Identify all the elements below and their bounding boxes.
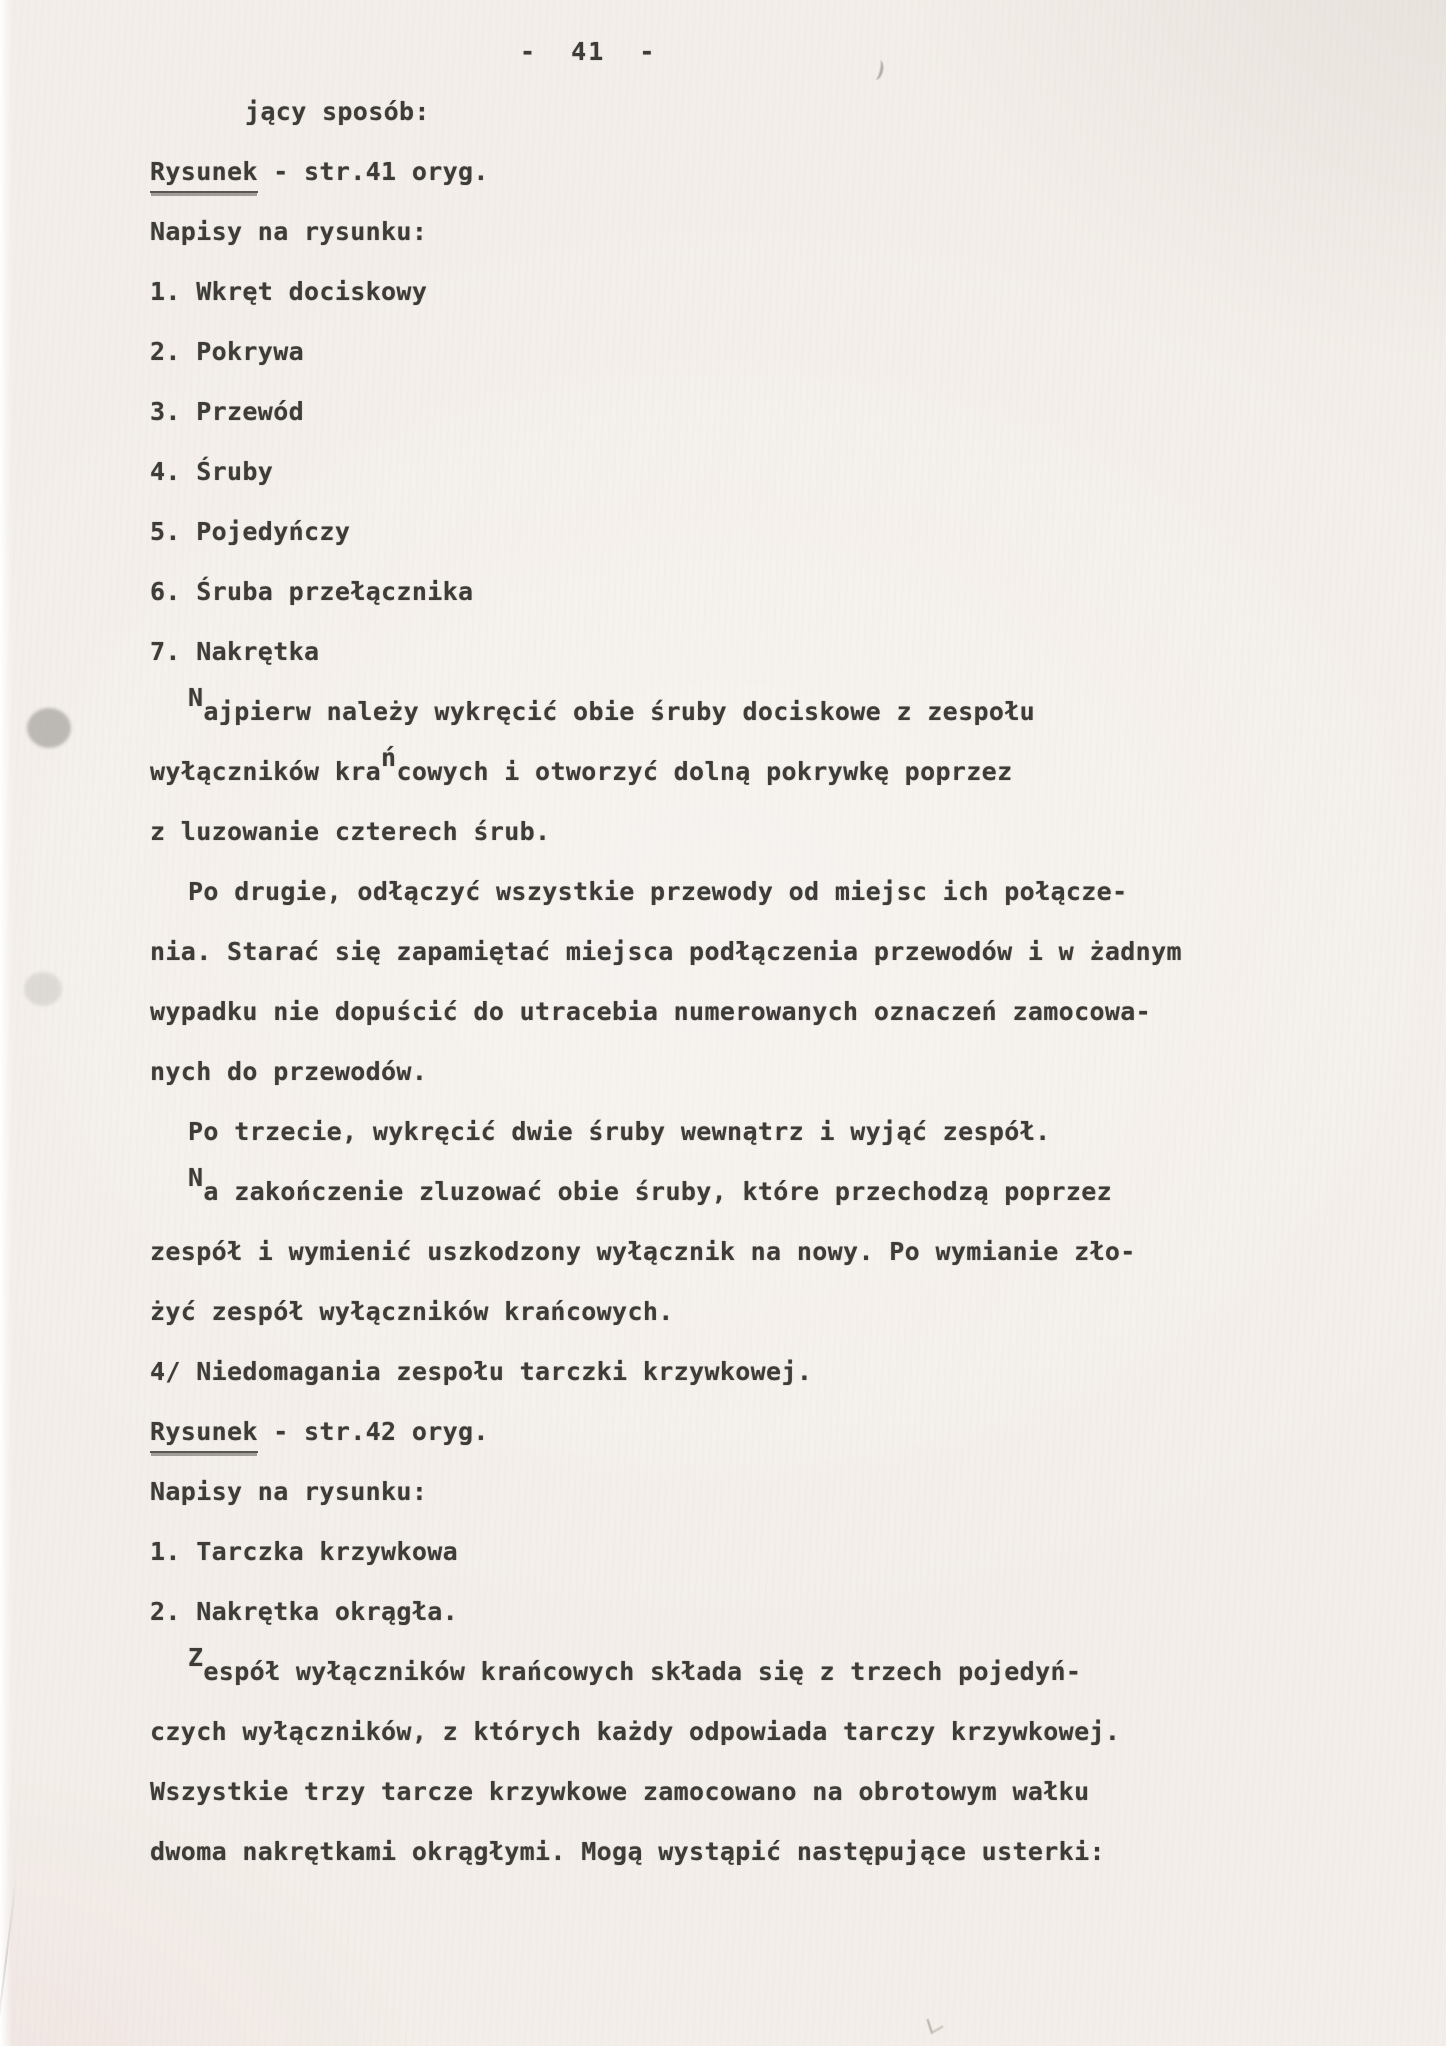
- text-line: [150, 622, 1446, 682]
- text-line: [150, 1822, 1446, 1882]
- text-run: ajpierw należy wykręcić obie śruby dociskowe z zespołu: [203, 697, 1036, 726]
- text-run: zespół i wymienić uszkodzony wyłącznik na nowy. Po wymianie zło-: [150, 1237, 1136, 1266]
- text-run: espół wyłączników krańcowych składa się z trzech pojedyń-: [203, 1657, 1082, 1686]
- text-run: nia. Starać się zapamiętać miejsca podłączenia przewodów i w żadnym: [150, 937, 1182, 966]
- text-run: - str.41 oryg.: [257, 157, 489, 186]
- text-line: [150, 1342, 1446, 1402]
- text-run: Napisy na rysunku:: [150, 217, 428, 246]
- text-run: Po drugie, odłączyć wszystkie przewody od miejsc ich połącze-: [188, 877, 1128, 906]
- text-lines: [150, 22, 1446, 1882]
- stain-mark: [27, 708, 71, 748]
- text-run: czych wyłączników, z których każdy odpowiada tarczy krzywkowej.: [150, 1717, 1121, 1746]
- text-run: nych do przewodów.: [150, 1057, 428, 1086]
- stain-mark: [24, 972, 62, 1006]
- text-line: [150, 382, 1446, 442]
- text-run: 7. Nakrętka: [150, 637, 320, 666]
- raised-letter: ń: [381, 743, 397, 772]
- text-run: dwoma nakrętkami okrągłymi. Mogą wystąpić następujące usterki:: [150, 1837, 1105, 1866]
- text-run: jący sposób:: [245, 97, 430, 126]
- raised-letter: N: [188, 1163, 204, 1192]
- text-line: [150, 742, 1446, 802]
- text-run: z luzowanie czterech śrub.: [150, 817, 551, 846]
- text-run: 2. Pokrywa: [150, 337, 305, 366]
- text-line: [150, 202, 1446, 262]
- text-line: [150, 682, 1446, 742]
- text-line: [150, 142, 1446, 202]
- text-line: [150, 862, 1446, 922]
- text-line: [150, 1582, 1446, 1642]
- text-run: cowych i otworzyć dolną pokrywkę poprzez: [396, 757, 1013, 786]
- text-run: - str.42 oryg.: [257, 1417, 489, 1446]
- text-run: 1. Tarczka krzywkowa: [150, 1537, 459, 1566]
- text-line: [150, 922, 1446, 982]
- text-line: [150, 1282, 1446, 1342]
- underlined-text: Rysunek: [150, 155, 258, 193]
- text-line: [150, 502, 1446, 562]
- text-line: [150, 562, 1446, 622]
- text-run: żyć zespół wyłączników krańcowych.: [150, 1297, 674, 1326]
- text-run: wyłączników kra: [150, 757, 382, 786]
- text-line: [150, 442, 1446, 502]
- text-run: 1. Wkręt dociskowy: [150, 277, 428, 306]
- text-line: [150, 1402, 1446, 1462]
- text-line: [150, 1642, 1446, 1702]
- text-line: [150, 982, 1446, 1042]
- text-line: [150, 262, 1446, 322]
- pen-mark: [927, 2013, 944, 2035]
- raised-letter: N: [188, 683, 204, 712]
- text-line: [150, 1042, 1446, 1102]
- underlined-text: Rysunek: [150, 1415, 258, 1453]
- text-run: 5. Pojedyńczy: [150, 517, 351, 546]
- text-line: [150, 1522, 1446, 1582]
- page-number: - 41 -: [520, 37, 657, 66]
- text-line: [150, 1102, 1446, 1162]
- text-line: [150, 322, 1446, 382]
- text-run: 4. Śruby: [150, 457, 274, 486]
- text-run: 3. Przewód: [150, 397, 305, 426]
- text-line: [150, 802, 1446, 862]
- text-line: [150, 82, 1446, 142]
- text-line: [150, 1702, 1446, 1762]
- text-run: Wszystkie trzy tarcze krzywkowe zamocowano na obrotowym wałku: [150, 1777, 1090, 1806]
- text-line: [150, 1462, 1446, 1522]
- text-run: Po trzecie, wykręcić dwie śruby wewnątrz i wyjąć zespół.: [188, 1117, 1051, 1146]
- text-run: a zakończenie zluzować obie śruby, które przechodzą poprzez: [203, 1177, 1113, 1206]
- text-line: [150, 1162, 1446, 1222]
- text-line: [150, 1222, 1446, 1282]
- text-run: 4/ Niedomagania zespołu tarczki krzywkowej.: [150, 1357, 813, 1386]
- text-run: Napisy na rysunku:: [150, 1477, 428, 1506]
- raised-letter: Z: [188, 1643, 204, 1672]
- paper-crease: [0, 1876, 17, 2045]
- text-run: wypadku nie dopuścić do utracebia numerowanych oznaczeń zamocowa-: [150, 997, 1152, 1026]
- text-line: [150, 1762, 1446, 1822]
- text-run: 2. Nakrętka okrągła.: [150, 1597, 459, 1626]
- text-run: 6. Śruba przełącznika: [150, 577, 474, 606]
